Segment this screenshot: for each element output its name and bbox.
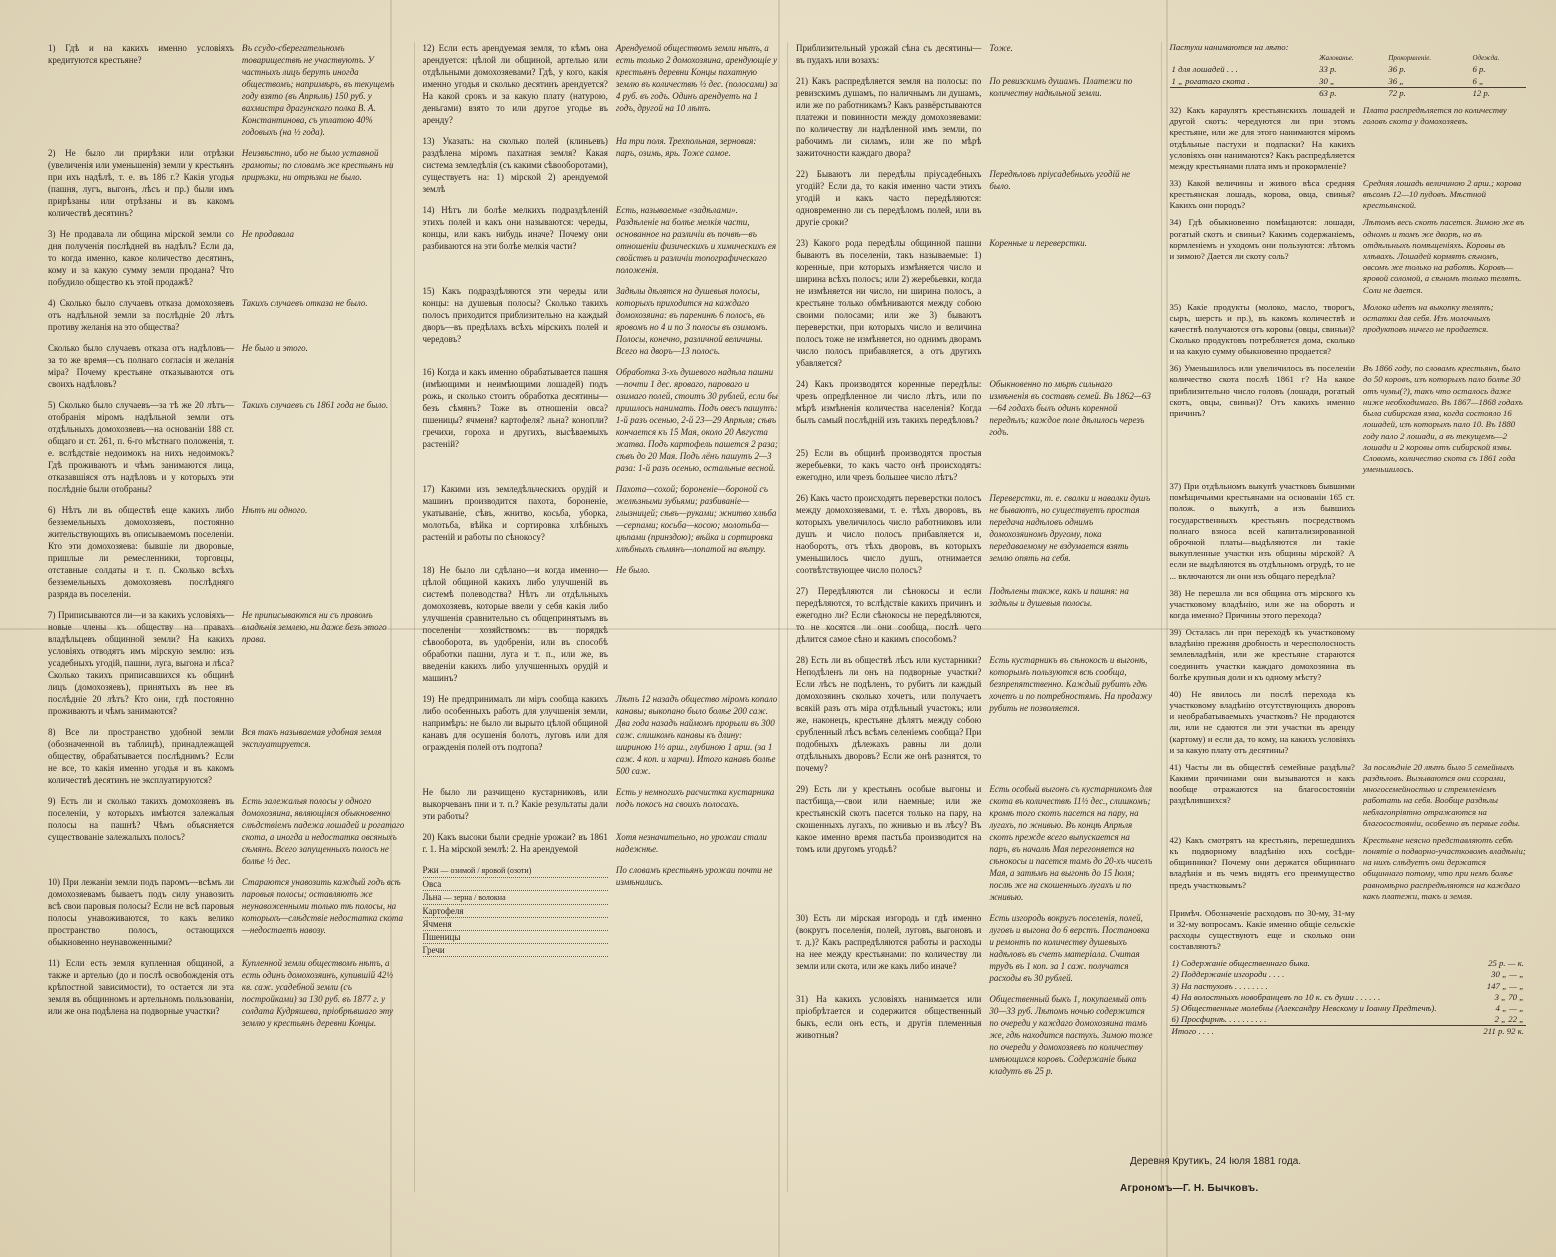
qa-row bbox=[48, 957, 406, 1029]
qa-row bbox=[423, 135, 780, 195]
question-text: Примѣч. Обозначеніе расходовъ по 30-му, 31-му и 32-му вопросамъ. Какіе именно общіе сельскіе расходы существуютъ еще и сколько они составляютъ? bbox=[1169, 907, 1355, 952]
shepherds-header-cell: Жалованье. bbox=[1319, 54, 1354, 63]
answer-text: Такихъ случаевъ отказа не было. bbox=[241, 298, 368, 308]
crop-row bbox=[423, 878, 608, 891]
expenses-table bbox=[1170, 958, 1527, 1037]
expense-row bbox=[1170, 969, 1527, 980]
expense-label: 5) Общественные молебны (Александру Невскому и Іоанну Предтечѣ). bbox=[1171, 1003, 1437, 1014]
answer-text: Въ ссудо-сберегательномъ товариществѣ не участвуютъ. У частныхъ лицъ берутъ иногда обществомъ; напримѣръ, въ текущемъ году взято (въ Апрѣлѣ) 150 руб. у вахмистра драгунскаго полка В. А. Константинова, съ уплатою 40% годовыхъ (на ½ года). bbox=[241, 43, 395, 137]
expense-value: 30 „ — „ bbox=[1491, 969, 1524, 980]
answer-text: Есть изгородь вокругъ поселенія, полей, луговъ и выгона до 6 верстъ. Постановка и ремонтъ по количеству душевыхъ надѣловъ въ счетъ матеріала. Считая трудъ въ 1 коп. за 1 саж. получатся расходы въ 30 рублей. bbox=[989, 913, 1150, 983]
qa-row bbox=[423, 831, 780, 855]
answer-text: Передѣловъ пріусадебныхъ угодій не было. bbox=[989, 169, 1131, 191]
answer-text: Есть залежалыя полосы у одного домохозяина, являющіяся обыкновенно слѣдствіемъ падежа лошадей и рогатаго скота, а иногда и недостатка овсяныхъ сѣмянъ. Всего запущенныхъ полосъ не болѣе ½ дес. bbox=[241, 796, 405, 866]
question-text: 12) Если есть арендуемая земля, то кѣмъ она арендуется: цѣлой ли общиной, артелью или отдѣльными домохозяевами? Гдѣ, у кого, какія именно угодья и сколько десятинъ арендуется? На какой срокъ и за какую плату (натурою, деньгами) взято то или другое угодье въ аренду? bbox=[422, 43, 608, 125]
question-text: 11) Если есть земля купленная общиной, а также и артелью (до и послѣ освобожденія отъ крѣпостной зависимости), то остается ли эта земля въ общинномъ и артельномъ пользованіи, или же она подѣлена на подворные участки? bbox=[48, 958, 234, 1016]
answer-text: Не продавала bbox=[241, 229, 294, 239]
crop-row bbox=[423, 891, 608, 905]
qa-row bbox=[796, 42, 1153, 66]
qa-row bbox=[1170, 178, 1527, 212]
question-text: 8) Все ли пространство удобной земли (обозначенной въ таблицѣ), принадлежащей обществу, обрабатывается послѣднимъ? Если не все, то какія именно угодья и въ какомъ количествѣ десятинъ не эксплуатируются? bbox=[48, 727, 234, 785]
expense-label: 6) Просфирнѣ. . . . . . . . . . bbox=[1171, 1014, 1267, 1025]
question-text: 25) Если въ общинѣ производятся простыя жеребьевки, то какъ часто онѣ происходятъ: ежегодно, или чрезъ большее число лѣтъ? bbox=[796, 448, 982, 482]
shepherds-block bbox=[1170, 42, 1527, 99]
column-1 bbox=[40, 42, 414, 1192]
question-text: Не было ли разчищено кустарниковъ, или выкорчеванъ пни и т. п.? Какіе результаты дали эти работы? bbox=[422, 787, 608, 821]
question-text: 1) Гдѣ и на какихъ именно условіяхъ кредитуются крестьяне? bbox=[48, 43, 234, 65]
expense-total-value: 211 р. 92 к. bbox=[1475, 1026, 1526, 1038]
question-text: 20) Какъ высоки были средніе урожаи? въ 1861 г. 1. На мірской землѣ: 2. На арендуемой bbox=[422, 832, 608, 854]
answer-text: По ревизскимъ душамъ. Платежи по количеству надѣльной земли. bbox=[989, 76, 1133, 98]
shepherds-sum-row bbox=[1170, 87, 1527, 99]
qa-row bbox=[796, 492, 1153, 576]
answer-text: Плата распредѣляется по количеству головъ скота у домохозяевъ. bbox=[1362, 105, 1507, 127]
expense-value: 4 „ — „ bbox=[1495, 1003, 1524, 1014]
shepherds-sum-label bbox=[1170, 87, 1318, 99]
question-text: 37) При отдѣльномъ выкупѣ участковъ бывшими помѣщичьими крестьянами на основаніи 165 ст. полож. о выкупѣ, а изъ бывшихъ государственныхъ крестьянъ посредствомъ полнаго взноса всей капитализированной оброчной платы—выдѣляются ли такіе выкупленные участки изъ общины мірской? А если не выдѣляются въ отдѣльномъ огрудѣ, то не ... включаются ли они изъ общаго передѣла? bbox=[1169, 481, 1355, 581]
question-text: 24) Какъ производятся коренные передѣлы: чрезъ опредѣленное ли число лѣтъ, или по мѣрѣ измѣненія количества населенія? Когда былъ самый послѣдній изъ такихъ передѣловъ? bbox=[796, 379, 982, 425]
question-text: Сколько было случаевъ отказа отъ надѣловъ—за то же время—съ полнаго согласія и желанія міра? Почему крестьяне отказываются отъ своихъ надѣловъ? bbox=[48, 343, 234, 389]
qa-row bbox=[423, 285, 780, 357]
qa-row bbox=[1170, 588, 1527, 622]
question-text: 30) Есть ли мірская изгородь и гдѣ именно (вокругъ поселенія, полей, луговъ, выгоновъ и т. д.)? Какъ распредѣляются работы и расходы на нее между крестьянами: по количеству ли земли или скота, или же какъ либо иначе? bbox=[796, 913, 982, 971]
question-text: 32) Какъ караулятъ крестьянскихъ лошадей и другой скотъ: чередуются ли при этомъ крестьяне, или же для этого нанимаются міромъ отдѣльные пастухи и подпаски? На какихъ условіяхъ они нанимаются? Какъ распредѣляется между крестьянами плата имъ и прокормленіе? bbox=[1169, 105, 1355, 172]
expense-label: 2) Поддержаніе изгороди . . . . bbox=[1171, 969, 1285, 980]
answer-text: Есть особый выгонъ съ кустарникомъ для скота въ количествѣ 11½ дес., слишкомъ; кромѣ того скотъ пасется на пару, на лугахъ, по жнивью. Въ концѣ Апрѣля скотъ прежде всего выпускается на паръ, въ началѣ Мая перегоняется на сѣнокосы и пасется тамъ до 20-хъ чиселъ Мая, а затѣмъ на выгонѣ до 15 Іюля; послѣ же на скошенныхъ лугахъ и по жнивью. bbox=[989, 784, 1153, 902]
agronomist-signature: Агрономъ—Г. Н. Бычковъ. bbox=[1120, 1183, 1259, 1194]
fold-line bbox=[0, 628, 1556, 630]
answer-text: Общественный быкъ 1, покупаемый отъ 30—33 руб. Лѣтомъ ночью содержится по очереди у каждаго домохозяина тамъ же, гдѣ находится пастухъ. Зимою тоже по очереди у домохозяевъ по количеству имѣющихся коровъ. Содержаніе быка кладутъ въ 25 р. bbox=[989, 994, 1153, 1076]
crop-label: Ячменя bbox=[422, 919, 452, 929]
answer-text: За послѣдніе 20 лѣтъ было 5 семейныхъ раздѣловъ. Вызываются они ссорами, многосемейностью и стремленіемъ работать на себя. Вообще раздѣлы неблагопріятно отражаются на благосостояніи, особенно въ первые годы. bbox=[1362, 761, 1521, 828]
crops-answer: По словамъ крестьянъ урожаи почти не измѣнились. bbox=[615, 865, 773, 887]
shepherds-value: 6 „ bbox=[1472, 75, 1484, 86]
answer-text: Хотя незначительно, но урожаи стали надежнѣе. bbox=[615, 832, 767, 854]
expense-value: 3 „ 70 „ bbox=[1494, 991, 1524, 1002]
qa-row bbox=[423, 366, 780, 474]
question-text: 14) Нѣтъ ли болѣе мелкихъ подраздѣленій этихъ полей и какъ они называются: череды, концы, или какъ нибудь иначе? Почему они разбиваются на эти болѣе мелкія части? bbox=[422, 205, 608, 251]
crop-label: Льна bbox=[422, 892, 442, 902]
crop-label: Ржи bbox=[422, 865, 439, 875]
crop-label: Гречи bbox=[422, 945, 445, 955]
question-text: 10) При лежаніи земли подъ паромъ—всѣмъ ли домохозяевамъ бываетъ подъ силу унавозить всѣ свои паровыя полосы? Если не всѣ паровыя полосы унавоживаются, то какъ велико пространство полосъ, остающихся обыкновенно неунавоженными? bbox=[48, 877, 234, 947]
question-text: 29) Есть ли у крестьянъ особые выгоны и пастбища,—свои или наемные; или же крестьянскій скотъ пасется только на пару, на скошенныхъ лугахъ, по жнивью и въ лѣсу? Въ какое именно время пастьба производится на томъ или другомъ угодьѣ? bbox=[796, 784, 982, 854]
crop-label: Овса bbox=[422, 879, 442, 889]
shepherds-table bbox=[1170, 53, 1527, 99]
shepherds-sum-value: 63 р. bbox=[1317, 87, 1386, 99]
qa-row bbox=[796, 912, 1153, 984]
qa-row bbox=[48, 399, 406, 495]
question-text: 3) Не продавала ли община мірской земли со дня полученія послѣдней въ надѣлъ? Если да, то когда именно, какое количество десятинъ, кому и за какую сумму земли продана? Что побудило общество къ этой продажѣ? bbox=[48, 229, 234, 287]
shepherds-row-label: 1 для лошадей . . . bbox=[1171, 64, 1238, 75]
crop-row bbox=[423, 944, 608, 957]
qa-row bbox=[48, 342, 406, 390]
answer-text: Не приписываются ни съ правомъ владѣнія землею, ни даже безъ этого права. bbox=[241, 610, 387, 644]
qa-row bbox=[48, 147, 406, 219]
document-footer bbox=[1130, 1156, 1301, 1167]
qa-row bbox=[1170, 627, 1527, 683]
answer-text bbox=[989, 447, 1152, 483]
qa-row bbox=[796, 237, 1153, 369]
answer-text: Такихъ случаевъ съ 1861 года не было. bbox=[241, 400, 389, 410]
qa-row bbox=[1170, 762, 1527, 829]
qa-row bbox=[1170, 302, 1527, 358]
answer-text: Не было. bbox=[615, 565, 651, 575]
column-4 bbox=[1161, 42, 1535, 1192]
question-text: 42) Какъ смотрятъ на крестьянъ, перешедшихъ къ подворному владѣнію ихъ сосѣди-общинники? Почему они держатся общиннаго владѣнія и въ чемъ видятъ его преимущество предъ участковымъ? bbox=[1169, 834, 1355, 890]
qa-row bbox=[423, 564, 780, 684]
question-text: 18) Не было ли сдѣлано—и когда именно—цѣлой общиной какихъ либо улучшеній въ системѣ полеводства? Нѣтъ ли отдѣльныхъ домохозяевъ, которые ввели у себя какія либо улучшенія сравнительно съ общепринятымъ въ поселеніи хозяйствомъ: въ порядкѣ сѣвооборота, въ удобреніи, или въ способѣ обработки пашни, луга и т. п., или же, въ введеніи какихъ либо улучшенныхъ орудій и машинъ? bbox=[422, 565, 608, 683]
qa-row bbox=[48, 795, 406, 867]
answer-text: Стараются унавозить каждый годъ всѣ паровыя полосы; оставляютъ же неунавоженными только тѣ полосы, на которыхъ—слѣдствіе недостатка скота—недостаетъ навозу. bbox=[241, 877, 404, 935]
question-text: 21) Какъ распредѣляется земля на полосы: по ревизскимъ душамъ, по наличнымъ ли душамъ, или же по работникамъ? Какъ развёрстываются платежи и повинности между домохозяевами: по количеству ли надѣленной имъ земли, по рабочимъ ли силамъ, или же по мѣрѣ зажиточности каждаго двора? bbox=[796, 76, 982, 158]
question-text: 23) Какого рода передѣлы общинной пашни бываютъ въ поселеніи, такъ называемые: 1) коренные, при которыхъ измѣняется число и ширина всѣхъ полосъ; или 2) жеребьевки, когда не измѣняется ни число, ни ширина полосъ, а крестьяне только обмѣниваются между собою своими полосами; или же 3) бываютъ переверстки, при которыхъ число и величина полосъ тоже не измѣняется, но однимъ дворамъ число полосъ прибавляется, а отъ другихъ убавляется? bbox=[796, 238, 982, 368]
crop-row bbox=[423, 905, 608, 918]
expense-total-label: Итого . . . . bbox=[1170, 1026, 1476, 1038]
question-text: 33) Какой величины и живого вѣса средняя крестьянская лошадь, корова, овца, свинья? Какихъ они породъ? bbox=[1169, 177, 1355, 211]
answer-text: Арендуемой обществомъ земли нѣтъ, а есть только 2 домохозяина, арендующіе у крестьянъ деревни Концы пахатную землю въ количествѣ ½ дес. (полосами) за 4 руб. въ годъ. Одинъ арендуетъ на 1 годъ, другой на 10 лѣтъ. bbox=[615, 43, 778, 113]
question-text: 7) Приписываются ли—и за какихъ условіяхъ—новые члены къ обществу на правахъ владѣльцевъ общинной земли? На какихъ условіяхъ отводятъ имъ мірскую землю: изъ усадебныхъ угодій, пашни, луга, выгона и лѣса? Сколько такихъ приписавшихся къ общинѣ лицъ (домохозяевъ), принятыхъ въ нее въ послѣдніе 20 лѣтъ? Кто они, гдѣ постоянно проживаютъ и чѣмъ занимаются? bbox=[48, 610, 234, 716]
crop-row bbox=[423, 918, 608, 931]
answer-text: Средняя лошадь величиною 2 арш.; корова вѣсомъ 12—10 пудовъ. Мѣстной крестьянской. bbox=[1362, 177, 1522, 211]
shepherds-header-cell bbox=[1170, 53, 1318, 64]
answer-text: Есть у немногихъ расчистка кустарника подъ покосъ на своихъ полосахъ. bbox=[615, 787, 775, 809]
qa-row bbox=[1170, 217, 1527, 295]
qa-row bbox=[1170, 835, 1527, 902]
qa-row bbox=[1170, 908, 1527, 953]
answer-text: Лѣтомъ весь скотъ пасется. Зимою же въ одномъ и томъ же дворѣ, но въ отдѣльныхъ помѣщеніяхъ. Коровы въ хлѣвахъ. Лошадей кормятъ сѣномъ, овсомъ же только на работѣ. Коровъ—яровой соломой, а сѣномъ только телятъ. Соли не дается. bbox=[1362, 217, 1525, 295]
expense-label: 1) Содержаніе общественнаго быка. bbox=[1171, 958, 1310, 969]
answer-text: Задѣлы дѣлятся на душевыя полосы, которыхъ приходится на каждаго домохозяина: въ паренинѣ 6 полосъ, въ яровомъ но 4 и по 3 полосы въ озимомъ. Полосы, конечно, различной величины. Всего на дворъ—13 полосъ. bbox=[615, 286, 768, 356]
answer-text: Нѣтъ ни одного. bbox=[241, 505, 308, 515]
answer-text: Коренные и переверстки. bbox=[989, 238, 1087, 248]
question-text: 2) Не было ли прирѣзки или отрѣзки (увеличенія или уменьшенія) земли у крестьянъ при ихъ надѣлѣ, т. е. въ 186 г.? Какія угодья (пашня, лугъ, выгонъ, лѣсъ и пр.) были имъ прирѣзаны или отрѣзаны и въ какомъ количествѣ десятинъ? bbox=[48, 148, 234, 218]
qa-row bbox=[796, 378, 1153, 438]
questionnaire-columns bbox=[40, 42, 1534, 1192]
answer-text: Обработка 3-хъ душевого надѣла пашни—почти 1 дес. яроваго, пароваго и озимаго полей, стоитъ 30 рублей, если бы пришлось нанимать. Подъ овесъ пашутъ: 1-й разъ осенью, 2-й 23—29 Апрѣля; сѣвъ кончается къ 15 Мая, около 20 Августа жатва. Подъ картофель пашется 2 раза; сѣвъ до 20 Мая. Подъ лёнъ пашутъ 2—3 раза: 1-й разъ осенью, остальные весной. bbox=[615, 367, 778, 473]
shepherds-value: 36 „ bbox=[1388, 75, 1405, 86]
expense-label: 4) На волостныхъ новобранцевъ по 10 к. съ души . . . . . . bbox=[1171, 991, 1381, 1002]
shepherds-row bbox=[1170, 64, 1527, 75]
qa-row bbox=[796, 783, 1153, 903]
shepherds-row bbox=[1170, 76, 1527, 88]
question-text: 38) Не перешла ли вся община отъ мірского къ участковому владѣнію, или же на обороть и когда именно? Причины этого перехода? bbox=[1169, 587, 1355, 621]
place-date: Деревня Крутикъ, 24 Іюля 1881 года. bbox=[1130, 1156, 1302, 1167]
answer-text: Пахота—сохой; бороненіе—бороной съ желѣзными зубьями; разбиваніе—глызницей; сѣвъ—руками; жнитво хлѣба—серпами; косьба—косою; молотьба—цѣпами (принздою); вѣйка и сортировка хлѣбныхъ сѣмянъ—лопатой на вѣтру. bbox=[615, 484, 777, 554]
answer-text: Молоко идетъ на выкопку телятъ; остатки для себя. Изъ молочныхъ продуктовъ ничего не продается. bbox=[1362, 301, 1494, 334]
crop-label: Картофеля bbox=[422, 906, 464, 916]
qa-row bbox=[423, 42, 780, 126]
crops-yield-block bbox=[423, 864, 780, 957]
crop-subtypes: — озимой / яровой (озоти) bbox=[438, 866, 532, 875]
answer-text: Неизвѣстно, ибо не было уставной грамоты; по словамъ же крестьянъ ни прирѣзки, ни отрѣзки не было. bbox=[241, 148, 394, 182]
answer-text bbox=[1363, 588, 1526, 622]
expense-value: 25 р. — к. bbox=[1488, 958, 1524, 969]
shepherds-value: 30 „ bbox=[1319, 75, 1335, 86]
question-text: 16) Когда и какъ именно обрабатывается пашня (имѣющими и неимѣющими лошадей) подъ рожь, и сколько стоитъ обработка десятины—безъ сѣмянъ? Тоже въ отношеніи овса? пшеницы? ячменя? картофеля? льна? конопли? гречихи, гороха и другихъ, высѣваемыхъ растеній? bbox=[422, 367, 608, 449]
expense-value: 147 „ — „ bbox=[1486, 980, 1524, 991]
qa-row bbox=[796, 168, 1153, 228]
question-text: 40) Не явилось ли послѣ перехода къ участковому владѣнію отсутствующихъ дворовъ и необрабатываемыхъ участковъ? Не продаются ли, или не сдаются ли эти участки въ аренду (картому) и если да, то кому, на какихъ условіяхъ и за какую плату отъ десятины? bbox=[1169, 688, 1355, 755]
answer-text: Есть кустарникъ въ сѣнокосѣ и выгонѣ, которымъ пользуются всѣ сообща, безпрепятственно. Каждый рубитъ гдѣ хочетъ и по потребностямъ. На продажу рубить не позволяется. bbox=[989, 655, 1153, 713]
crop-label: Пшеницы bbox=[422, 932, 461, 942]
qa-row bbox=[423, 483, 780, 555]
question-text: 26) Какъ часто происходятъ переверстки полосъ между домохозяевами, т. е. тѣхъ дворовъ, въ которыхъ увеличилось число работниковъ или душъ и число полосъ прибавляется и, наоборотъ, отъ тѣхъ дворовъ, въ которыхъ уменьшилось число душъ, отнимается соотвѣтствующее число полосъ? bbox=[796, 493, 982, 575]
question-text: 6) Нѣтъ ли въ обществѣ еще какихъ либо безземельныхъ домохозяевъ, постоянно жительствующихъ въ описываемомъ поселеніи. Кто эти домохозяева: бывшіе ли дворовые, пришлые ли ремесленники, торговцы, отставные солдаты и т. п. Сколько всѣхъ безземельныхъ домохозяевъ послѣдняго разряда въ поселеніи. bbox=[48, 505, 234, 599]
qa-row bbox=[48, 504, 406, 600]
expenses-block bbox=[1170, 958, 1527, 1037]
answer-text: Тоже. bbox=[989, 43, 1013, 53]
qa-row bbox=[48, 726, 406, 786]
question-text: 15) Какъ подраздѣляются эти череды или концы: на душевыя полосы? Сколько такихъ полосъ приходится приблизительно на каждый дворъ—въ предѣлахъ всѣхъ мірскихъ полей и чередовъ? bbox=[422, 286, 608, 344]
crops-list bbox=[423, 864, 608, 957]
question-text: 22) Бываютъ ли передѣлы пріусадебныхъ угодій? Если да, то какія именно части этихъ угодій и какъ часто передѣляются: одновременно ли съ передѣломъ полей, или въ другіе сроки? bbox=[796, 169, 982, 227]
shepherds-header-cell: Одежда. bbox=[1472, 54, 1500, 63]
qa-row bbox=[1170, 363, 1527, 475]
question-text: 9) Есть ли и сколько такихъ домохозяевъ въ поселеніи, у которыхъ имѣются залежалыя полосы на пашнѣ? Чѣмъ объясняется существованіе залежалыхъ полосъ? bbox=[48, 796, 234, 842]
answer-text: Не было и этого. bbox=[241, 343, 308, 353]
answer-text: Лѣтъ 12 назадъ общество міромъ копало канавы; выкопано было болѣе 200 саж. Два года назадъ наймомъ прорыли въ 300 саж. слишкомъ канавы къ длину: шириною 1½ арш., глубиною 1 арш. (за 1 саж. 4 коп. и харчи). Итого канавъ болѣе 500 саж. bbox=[615, 694, 778, 776]
question-text: 19) Не предпринималъ ли міръ сообща какихъ либо особенныхъ работъ для улучшенія земли, напримѣръ: не было ли вырыто цѣлой общиной канавъ для осушенія болотъ, луговъ или для огражденія полей отъ подтопа? bbox=[422, 694, 608, 752]
crop-row bbox=[423, 931, 608, 944]
question-text: 17) Какими изъ земледѣльческихъ орудій и машинъ производится пахота, бороненіе, укатываніе, сѣвъ, жнитво, косьба, уборка, молотьба, вѣйка и сортировка хлѣбныхъ растеній и работы по сѣнокосу? bbox=[422, 484, 608, 542]
qa-row bbox=[48, 42, 406, 138]
expense-row bbox=[1170, 981, 1527, 992]
qa-row bbox=[423, 693, 780, 777]
answer-text bbox=[1363, 481, 1526, 582]
qa-row bbox=[1170, 105, 1527, 172]
question-text: Приблизительный урожай сѣна съ десятины—въ пудахъ или возахъ: bbox=[796, 43, 982, 65]
qa-row bbox=[48, 609, 406, 717]
qa-row bbox=[796, 447, 1153, 483]
shepherds-sum-value: 72 р. bbox=[1386, 87, 1470, 99]
question-text: 34) Гдѣ обыкновенно помѣщаются: лошади, рогатый скотъ и свиньи? Какимъ содержаніемъ, кормленіемъ и уходомъ они пользуются: лѣтомъ и зимою? Дается ли скоту соль? bbox=[1169, 217, 1355, 261]
answer-text: Въ 1866 году, по словамъ крестьянъ, было до 50 коровъ, изъ которыхъ пало болѣе 30 отъ чумы(?), такъ что осталось даже ниже необходимаго. Въ 1867—1868 годахъ была сибирская язва, когда состояло 16 лошадей, изъ которыхъ пало 10. Въ 1880 году пало 2 лошади, а въ текущемъ—2 лошади и 2 коровы отъ сибирской язвы. Словомъ, количество скота съ 1861 года уменьшилось. bbox=[1362, 363, 1523, 475]
expense-total-row bbox=[1170, 1026, 1527, 1038]
answer-text: Подѣлены также, какъ и пашня: на задѣлы и душевыя полосы. bbox=[989, 586, 1129, 608]
qa-row bbox=[423, 204, 780, 276]
question-text: 27) Передѣляются ли сѣнокосы и если передѣляются, то вслѣдствіе какихъ причинъ и ежегодно ли? Если сѣнокосы не передѣляются, то не косятся ли они сообща, послѣ чего дѣлится самое сѣно и какимъ способомъ? bbox=[796, 586, 982, 644]
qa-row bbox=[796, 585, 1153, 645]
answer-text: Есть, называемые «задѣлами». Раздѣленіе на болѣе мелкія части, основанное на различіи въ почвѣ—въ отношеніи физическихъ и химическихъ ея свойствъ и различіи топографическаго положенія. bbox=[615, 205, 777, 275]
shepherds-sum-value: 12 р. bbox=[1470, 87, 1526, 99]
answer-text bbox=[1363, 908, 1526, 953]
question-text: 28) Есть ли въ обществѣ лѣсъ или кустарники? Неподѣленъ ли онъ на подворные участки? Если лѣсъ не подѣленъ, то рубитъ ли каждый домохозяинъ сколько хочетъ, или получаетъ всякій разъ отъ міра отдѣльный участокъ; или же, наконецъ, крестьяне дѣлятъ между собою срубленный лѣсъ всѣмъ селеніемъ сообща? При подобныхъ дѣлежахъ равны ли доли отдѣльныхъ дворовъ? Если же онѣ разнятся, то почему? bbox=[796, 655, 982, 773]
qa-row bbox=[796, 75, 1153, 159]
answer-text bbox=[1363, 689, 1526, 756]
expense-row bbox=[1170, 958, 1527, 969]
question-text: 13) Указать: на сколько полей (клиньевъ) раздѣлена міромъ пахатная земля? Какая система земледѣлія (съ какими сѣвооборотами), существуетъ на: 1) мірской 2) арендуемой землѣ bbox=[422, 136, 608, 194]
shepherds-header-cell: Прокормленіе. bbox=[1388, 54, 1432, 63]
question-text: 4) Сколько было случаевъ отказа домохозяевъ отъ надѣльной земли за послѣдніе 20 лѣтъ противу желанія на это общества? bbox=[48, 298, 234, 332]
qa-row bbox=[48, 876, 406, 948]
answer-text: Купленной земли обществомъ нѣтъ, а есть одинъ домохозяинъ, купившій 42½ кв. саж. усадебной земли (съ постройками) за 130 руб. въ 1877 г. у солдата Кудряшева, пріобрѣвшаго эту землю у крестьянъ деревни Концы. bbox=[241, 958, 394, 1028]
column-2 bbox=[414, 42, 788, 1192]
answer-text: Обыкновенно по мѣрѣ сильнаго измѣненія въ составѣ семей. Въ 1862—63—64 годахъ былъ одинъ коренной передѣлъ; каждое поле дѣлилось черезъ годъ. bbox=[989, 379, 1151, 437]
shepherds-row-label: 1 „ рогатаго скота . bbox=[1171, 75, 1250, 86]
shepherds-value: 6 р. bbox=[1472, 64, 1486, 75]
qa-row bbox=[796, 993, 1153, 1077]
question-text: 41) Часты ли въ обществѣ семейные раздѣлы? Какими причинами они вызываются и какъ вообще отражаются на благосостояніи раздѣлившихся? bbox=[1169, 761, 1355, 806]
qa-row bbox=[1170, 481, 1527, 582]
expense-row bbox=[1170, 992, 1527, 1003]
shepherds-value: 33 р. bbox=[1319, 64, 1337, 75]
qa-row bbox=[1170, 689, 1527, 756]
qa-row bbox=[796, 654, 1153, 774]
answer-text: Переверстки, т. е. свалки и навалки душъ не бываютъ, но существуетъ простая передача надѣловъ однимъ домохозяиномъ другому, пока передаваемому не вздумается взять землю опять на себя. bbox=[989, 493, 1151, 563]
qa-row bbox=[423, 786, 780, 822]
expense-label: 3) На пастуховъ . . . . . . . . bbox=[1171, 980, 1268, 991]
column-3 bbox=[787, 42, 1161, 1192]
expense-row bbox=[1170, 1003, 1527, 1014]
qa-row bbox=[48, 297, 406, 333]
expense-value: 2 „ 22 „ bbox=[1494, 1014, 1524, 1025]
answer-text: Вся такъ называемая удобная земля эксплуатируется. bbox=[241, 727, 382, 749]
answer-text: Крестьяне неясно представляютъ себѣ понятіе о подворно-участковомъ владѣніи; на нихъ слѣдуетъ они держатся общиннаго потому, что при немъ болѣе равномѣрно распредѣляются на каждаго какъ платежи, такъ и земля. bbox=[1362, 834, 1526, 901]
question-text: 5) Сколько было случаевъ—за тѣ же 20 лѣтъ—отобранія міромъ надѣльной земли отъ отдѣльныхъ домохозяевъ—на основаніи 188 ст. общаго и ст. 261, п. 6-го мѣстнаго положенія, т. е. вслѣдствіе недоимокъ на нихъ недоимокъ? Гдѣ проживаютъ и чѣмъ занимаются лица, отказавшіяся отъ надѣловъ и у которыхъ эти послѣдніе были отобраны? bbox=[48, 400, 234, 494]
question-text: 35) Какіе продукты (молоко, масло, творогъ, сыръ, шерсть и пр.), въ какомъ количествѣ и качествѣ получаются отъ коровы (овцы, свиньи)? Сколько продуктовъ потребляется дома, сколько и на какую сумму обыкновенно продается? bbox=[1169, 301, 1355, 357]
expense-row bbox=[1170, 1014, 1527, 1026]
question-text: 39) Осталась ли при переходѣ къ участковому владѣнію прежняя дробность и чересполосность землевладѣнія, или же крестьяне стараются соединить участки каждаго домохозяина въ болѣе крупныя доли и къ одному мѣсту? bbox=[1169, 627, 1355, 682]
crop-row bbox=[423, 864, 608, 878]
crop-subtypes: — зерна / волокна bbox=[441, 893, 506, 902]
question-text: 36) Уменьшилось или увеличилось въ поселеніи количество скота послѣ 1861 г? На какое приблизительно число головъ (лошади, рогатый скотъ, овцы, свиньи)? Отъ какихъ именно причинъ? bbox=[1169, 363, 1355, 419]
answer-text bbox=[1363, 627, 1526, 683]
shepherds-title: Пастухи нанимаются на лѣто: bbox=[1169, 42, 1289, 52]
shepherds-header-row bbox=[1170, 53, 1527, 64]
question-text: 31) На какихъ условіяхъ нанимается или пріобрѣтается и содержится общественный быкъ, если онъ есть, и другія племенныя животныя? bbox=[796, 994, 982, 1040]
shepherds-value: 36 р. bbox=[1388, 64, 1406, 75]
qa-row bbox=[48, 228, 406, 288]
answer-text: На три поля. Трехпольная, зерновая: паръ, озимь, ярь. Тоже самое. bbox=[615, 136, 757, 158]
